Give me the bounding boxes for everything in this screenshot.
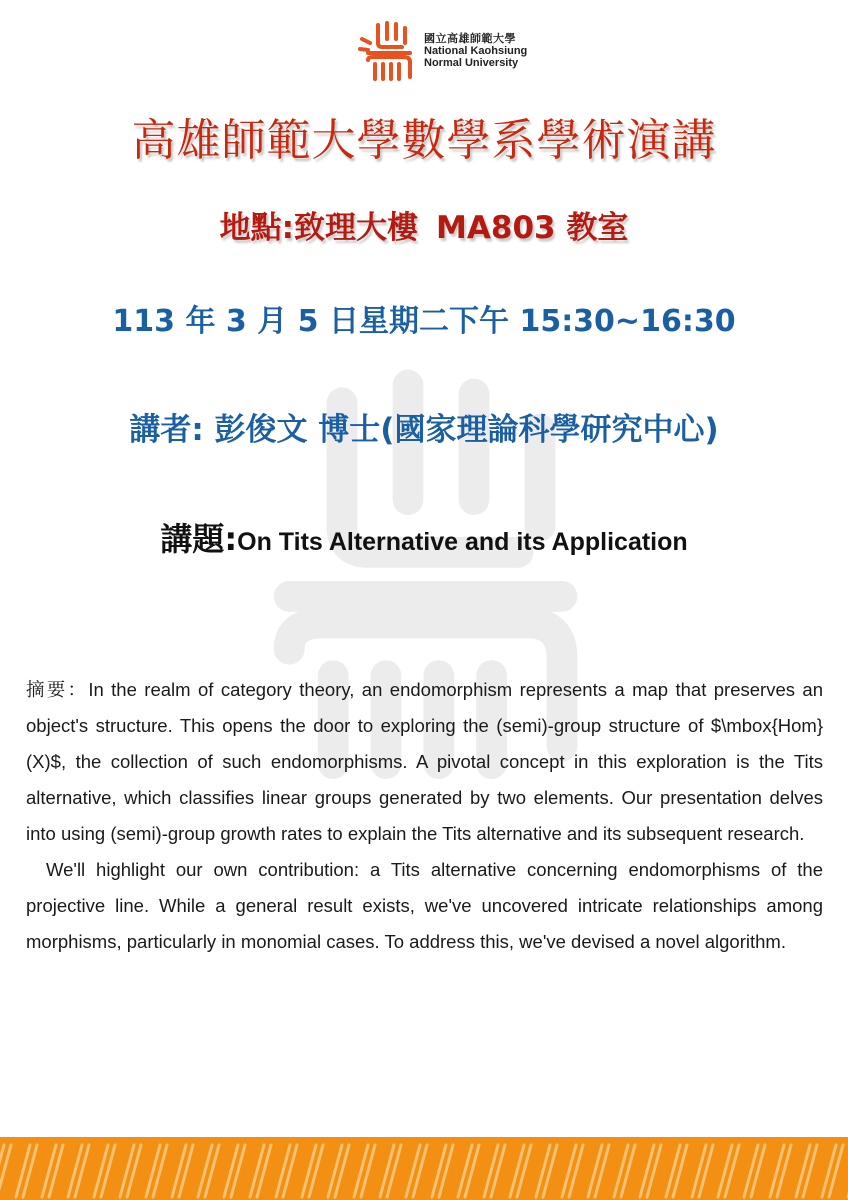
- event-datetime: 113 年 3 月 5 日星期二下午 15:30~16:30: [112, 304, 736, 339]
- abstract-paragraph-1-text: In the realm of category theory, an endomorphism represents a map that preserves an object's structure. This opens the door to exploring the (semi)-group structure of $\mbox{Hom}(X)$, the collection of such endomorphisms. A pivotal concept in this exploration is the Tits alternative, which classifies linear groups generated by two elements. Our presentation delves into using (semi)-group growth rates to explain the Tits alternative and its subsequent research.: [26, 679, 823, 844]
- abstract-paragraph-2: We'll highlight our own contribution: a Tits alternative concerning endomorphisms of the projective line. While a general result exists, we've uncovered intricate relationships among morphisms, particularly in monomial cases. To address this, we've devised a novel algorithm.: [26, 859, 823, 952]
- event-topic: [0, 514, 848, 560]
- event-location: [0, 202, 848, 247]
- page-title: 高雄師範大學數學系學術演講: [131, 115, 717, 166]
- abstract-paragraph-1: [26, 672, 823, 852]
- university-name: [424, 33, 527, 69]
- university-name-en-line1: National Kaohsiung: [424, 45, 528, 57]
- topic-text: On Tits Alternative and its Application: [237, 528, 688, 556]
- university-logo-icon: [356, 19, 420, 83]
- topic-label: 講題:: [160, 520, 238, 558]
- abstract: [26, 672, 823, 960]
- event-speaker: 講者: 彭俊文 博士(國家理論科學研究中心): [129, 412, 719, 448]
- orange-pattern-footer: [0, 1137, 848, 1200]
- university-logo: [356, 18, 527, 84]
- location-room: MA803 教室: [436, 210, 629, 246]
- university-name-en-line2: Normal University: [424, 57, 519, 69]
- university-name-cn: 國立高雄師範大學: [424, 33, 516, 45]
- abstract-label: 摘要：: [26, 679, 89, 700]
- location-label: 地點:致理大樓: [219, 210, 419, 246]
